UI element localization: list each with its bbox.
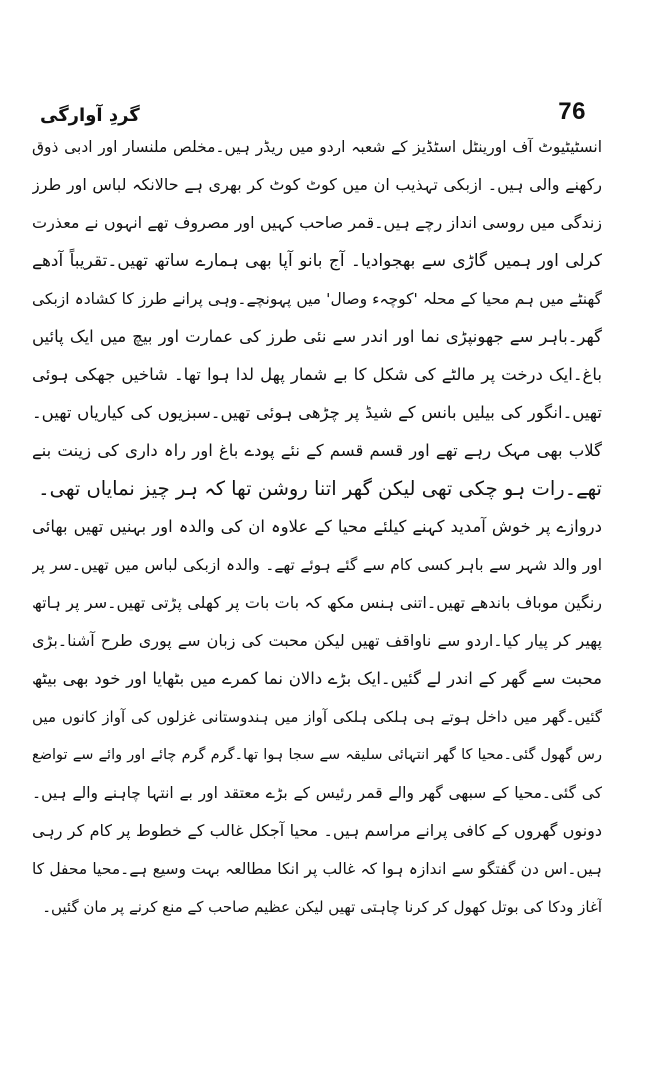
- text-line: کرلی اور ہمیں گاڑی سے بھجوادیا۔ آج بانو آپا بھی ہمارے ساتھ تھیں۔تقریباً آدھے: [32, 251, 602, 271]
- text-line: محبت سے گھر کے اندر لے گئیں۔ایک بڑے دالان نما کمرے میں بٹھایا اور خود بھی بیٹھ: [32, 669, 602, 688]
- text-line: رنگین موباف باندھے تھیں۔اتنی ہنس مکھ کہ بات بات پر کھلی پڑتی تھیں۔سر پر ہاتھ: [32, 593, 602, 612]
- text-line: تھیں۔انگور کی بیلیں بانس کے شیڈ پر چڑھی ہوئی تھیں۔سبزیوں کی کیاریاں تھیں۔: [32, 403, 602, 422]
- text-line: کی گئی۔محیا کے سبھی گھر والے قمر رئیس کے بڑے معتقد اور بے انتہا چاہنے والے ہیں۔: [32, 784, 602, 802]
- text-line: باغ۔ایک درخت پر مالٹے کی شکل کا بے شمار پھل لدا ہوا تھا۔ شاخیں جھکی ہوئی: [32, 365, 602, 384]
- running-title: گردِ آوارگی: [40, 105, 140, 126]
- text-line: زندگی میں روسی انداز رچے ہیں۔قمر صاحب کہیں اور مصروف تھے انہوں نے معذرت: [32, 213, 602, 232]
- text-line: تھے۔رات ہو چکی تھی لیکن گھر اتنا روشن تھا کہ ہر چیز نمایاں تھی۔: [38, 477, 602, 500]
- text-line: رس گھول گئی۔محیا کا گھر انتہائی سلیقہ سے سجا ہوا تھا۔گرم گرم چائے اور وائے سے تواضع: [32, 747, 602, 763]
- text-line: گئیں۔گھر میں داخل ہوتے ہی ہلکی ہلکی آواز میں ہندوستانی غزلوں کی آواز کانوں میں: [32, 708, 602, 726]
- text-line: پھیر کر پیار کیا۔اردو سے ناواقف تھیں لیکن محبت کی زبان سے پوری طرح آشنا۔بڑی: [32, 631, 602, 650]
- text-line: ہیں۔اس دن گفتگو سے اندازہ ہوا کہ غالب پر انکا مطالعہ بہت وسیع ہے۔محیا محفل کا: [32, 860, 602, 878]
- text-line: دروازے پر خوش آمدید کہنے کیلئے محیا کے علاوہ ان کی والدہ اور بہنیں تھیں بھائی: [32, 517, 602, 536]
- text-line: گھر۔باہر سے جھونپڑی نما اور اندر سے نئی طرز کی عمارت اور بیچ میں ایک پائیں: [32, 327, 602, 346]
- text-line: اور والد شہر سے باہر کسی کام سے گئے ہوئے تھے۔ والدہ ازبکی لباس میں تھیں۔سر پر: [32, 556, 602, 574]
- text-line: رکھنے والی ہیں۔ ازبکی تہذیب ان میں کوٹ کوٹ کر بھری ہے حالانکہ لباس اور طرز: [32, 175, 602, 194]
- body-text: [32, 128, 602, 926]
- text-line: گلاب بھی مہک رہے تھے اور قسم قسم کے نئے پودے باغ اور راہ داری کی زینت بنے: [32, 441, 602, 460]
- text-line: آغاز ودکا کی بوتل کھول کر کرنا چاہتی تھیں لیکن عظیم صاحب کے منع کرنے پر مان گئیں۔: [42, 898, 602, 916]
- text-line: انسٹیٹیوٹ آف اورینٹل اسٹڈیز کے شعبہ اردو میں ریڈر ہیں۔مخلص ملنسار اور ادبی ذوق: [32, 138, 602, 156]
- text-line: گھنٹے میں ہم محیا کے محلہ 'کوچہء وصال' میں پہونچے۔وہی پرانے طرز کا کشادہ ازبکی: [32, 290, 602, 308]
- text-line: دونوں گھروں کے کافی پرانے مراسم ہیں۔ محیا آجکل غالب کے خطوط پر کام کر رہی: [32, 821, 602, 840]
- page-header: [40, 92, 586, 126]
- page-number: 76: [558, 98, 586, 125]
